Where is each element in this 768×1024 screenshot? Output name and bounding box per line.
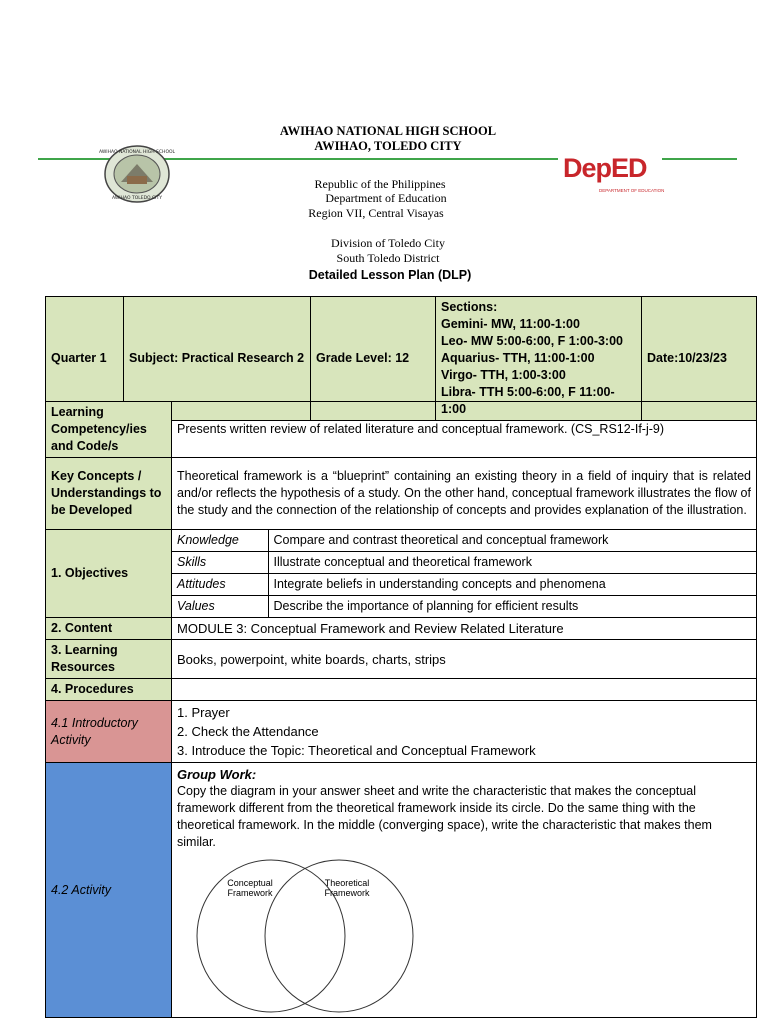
lesson-plan-table xyxy=(45,401,757,1018)
section-item: Leo- MW 5:00-6:00, F 1:00-3:00 xyxy=(441,334,623,348)
section-item: Virgo- TTH, 1:00-3:00 xyxy=(441,368,566,382)
content-value: MODULE 3: Conceptual Framework and Review Related Literature xyxy=(172,618,757,640)
objectives-cell xyxy=(172,530,757,618)
sections-title: Sections: xyxy=(441,300,498,314)
activity-instructions: Copy the diagram in your answer sheet and write the characteristic that makes the conceptual framework different from the theoretical framework inside its circle. Do the same thing with the theoretical framework. In the middle (converging space), write the characteristic that makes them similar. xyxy=(177,784,712,849)
activity-cell xyxy=(172,763,757,1018)
seal-text: AWIHAO NATIONAL HIGH SCHOOL xyxy=(98,150,176,155)
objective-text: Describe the importance of planning for efficient results xyxy=(273,599,579,613)
activity-label: 4.2 Activity xyxy=(46,763,172,1018)
resources-label: 3. Learning Resources xyxy=(46,640,172,679)
objectives-label: 1. Objectives xyxy=(46,530,172,618)
division-line: Division of Toledo City xyxy=(331,236,445,250)
content-label: 2. Content xyxy=(46,618,172,640)
quarter-cell: Quarter 1 xyxy=(46,297,124,421)
date-cell: Date:10/23/23 xyxy=(642,297,757,421)
grade-level-cell: Grade Level: 12 xyxy=(311,297,436,421)
procedures-value xyxy=(172,679,757,701)
region-line: Region VII, Central Visayas xyxy=(308,206,444,220)
key-concepts-value: Theoretical framework is a “blueprint” containing an existing theory in a field of inquiry that is related and/or reflects the hypothesis of a study. On the other hand, conceptual framework illustrates the flow of the study and the connection of the relationship of concepts and provides explanation of the illustration. xyxy=(172,458,757,530)
venn-left-label-line2: Framework xyxy=(227,888,273,898)
header-line-right xyxy=(662,158,737,160)
objective-type: Values xyxy=(172,596,268,618)
header-line-middle xyxy=(168,158,558,160)
republic-line: Republic of the Philippines xyxy=(314,177,446,191)
venn-diagram xyxy=(187,857,417,1015)
intro-activity-label: 4.1 Introductory Activity xyxy=(46,701,172,763)
venn-left-label-line1: Conceptual xyxy=(227,878,273,888)
competency-label: Learning Competency/ies and Code/s xyxy=(46,402,172,458)
objective-text: Integrate beliefs in understanding concepts and phenomena xyxy=(268,574,756,596)
intro-item: 2. Check the Attendance xyxy=(177,724,319,739)
section-item: Aquarius- TTH, 11:00-1:00 xyxy=(441,351,595,365)
resources-value: Books, powerpoint, white boards, charts, strips xyxy=(172,640,757,679)
document-title: Detailed Lesson Plan (DLP) xyxy=(308,268,472,282)
venn-right-label-line2: Framework xyxy=(324,888,370,898)
school-address: AWIHAO, TOLEDO CITY xyxy=(314,139,462,153)
seal-text-bottom: AWIHAO TOLEDO CITY xyxy=(111,196,163,201)
intro-item: 3. Introduce the Topic: Theoretical and Conceptual Framework xyxy=(177,743,536,758)
school-seal xyxy=(98,144,176,204)
subject-cell: Subject: Practical Research 2 xyxy=(124,297,311,421)
group-work-heading: Group Work: xyxy=(177,767,257,782)
intro-activity-cell xyxy=(172,701,757,763)
objective-type: Skills xyxy=(172,552,268,574)
deped-logo xyxy=(563,152,667,198)
department-line: Department of Education xyxy=(325,191,447,205)
district-line: South Toledo District xyxy=(336,251,440,265)
section-item: Libra- TTH 5:00-6:00, F 11:00-1:00 xyxy=(441,385,615,416)
objective-text: Illustrate conceptual and theoretical framework xyxy=(268,552,756,574)
deped-logo-text: DepED xyxy=(563,153,647,183)
key-concepts-label: Key Concepts / Understandings to be Developed xyxy=(46,458,172,530)
venn-right-label-line1: Theoretical xyxy=(324,878,370,888)
objective-type: Knowledge xyxy=(172,530,268,552)
section-item: Gemini- MW, 11:00-1:00 xyxy=(441,317,580,331)
school-name: AWIHAO NATIONAL HIGH SCHOOL xyxy=(279,124,497,138)
competency-value: Presents written review of related literature and conceptual framework. (CS_RS12-If-j-9) xyxy=(172,402,757,458)
deped-logo-subtext: DEPARTMENT OF EDUCATION xyxy=(599,188,665,193)
intro-item: 1. Prayer xyxy=(177,705,230,720)
objective-type: Attitudes xyxy=(172,574,268,596)
procedures-label: 4. Procedures xyxy=(46,679,172,701)
objective-text: Compare and contrast theoretical and conceptual framework xyxy=(268,530,756,552)
